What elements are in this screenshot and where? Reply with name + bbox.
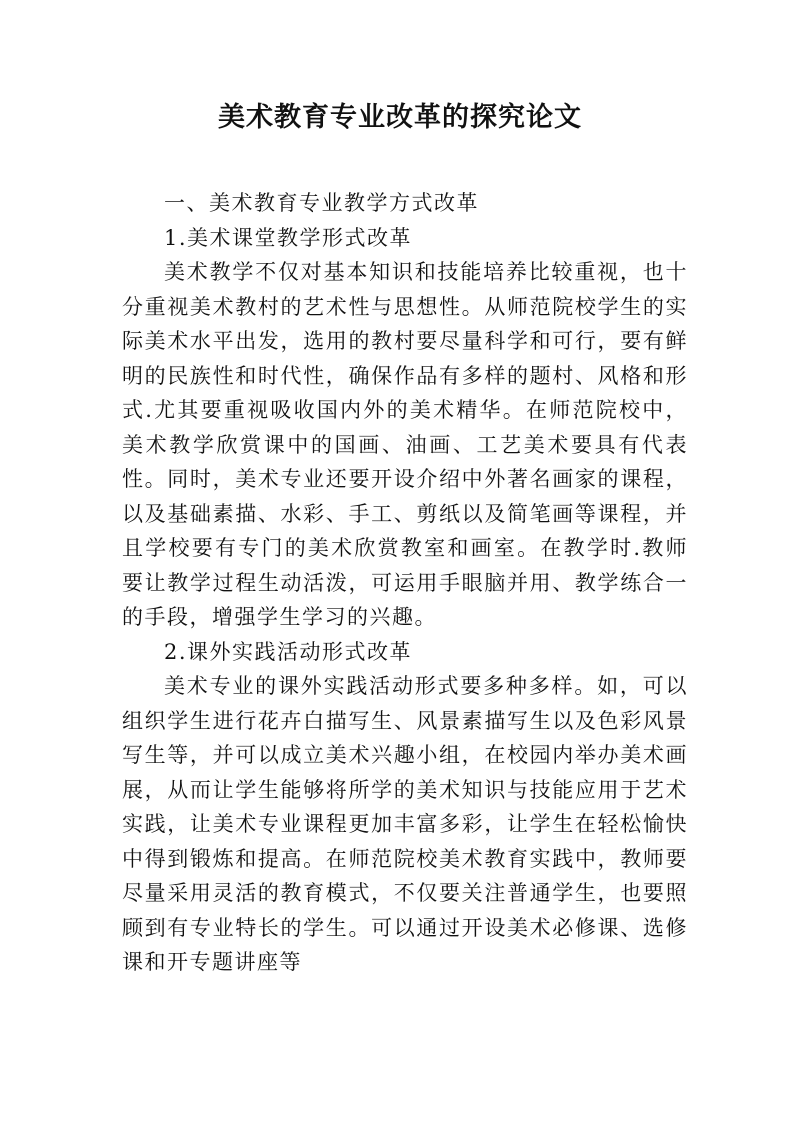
paragraph-extracurricular-practice: 美术专业的课外实践活动形式要多种多样。如，可以组织学生进行花卉白描写生、风景素描写生以及色彩风景写生等，并可以成立美术兴趣小组，在校园内举办美术画展，从而让学生能够将所学的美术知识与技能应用于艺术实践，让美术专业课程更加丰富多彩，让学生在轻松愉快中得到锻炼和提高。在师范院校美术教育实践中，教师要尽量采用灵活的教育模式，不仅要关注普通学生，也要照顾到有专业特长的学生。可以通过开设美术必修课、选修课和开专题讲座等 — [122, 674, 688, 974]
subheading-classroom-teaching: 1.美术课堂教学形式改革 — [164, 225, 413, 250]
document-body — [122, 186, 688, 980]
subheading-extracurricular-practice: 2.课外实践活动形式改革 — [164, 639, 413, 664]
document-title: 美术教育专业改革的探究论文 — [218, 102, 582, 133]
section-heading: 一、美术教育专业教学方式改革 — [164, 191, 479, 215]
paragraph-classroom-teaching: 美术教学不仅对基本知识和技能培养比较重视，也十分重视美术教村的艺术性与思想性。从师范院校学生的实际美术水平出发，选用的教村要尽量科学和可行，要有鲜明的民族性和时代性，确保作品有多样的题村、风格和形式.尤其要重视吸收国内外的美术精华。在师范院校中，美术教学欣赏课中的国画、油画、工艺美术要具有代表性。同时，美术专业还要开设介绍中外著名画家的课程，以及基础素描、水彩、手工、剪纸以及简笔画等课程，并且学校要有专门的美术欣赏教室和画室。在教学时.教师要让教学过程生动活泼，可运用手眼脑并用、教学练合一的手段，增强学生学习的兴趣。 — [122, 260, 688, 629]
